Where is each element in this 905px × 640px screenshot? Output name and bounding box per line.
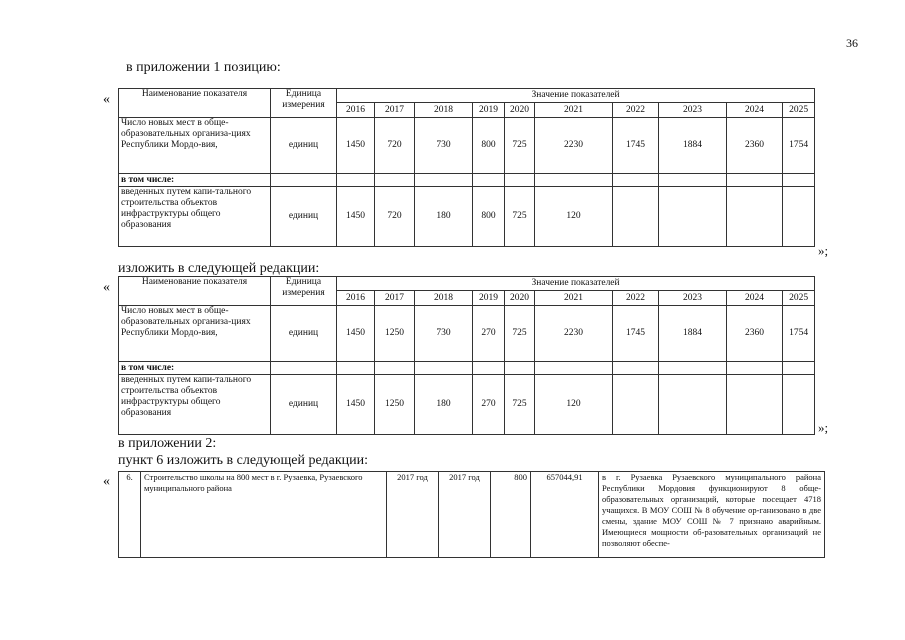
value-cell: 1754	[783, 118, 815, 174]
close-quote-2: »;	[818, 420, 829, 435]
project-table	[118, 471, 825, 558]
year-cell: 2020	[505, 291, 535, 306]
value-cell: 270	[473, 306, 505, 362]
project-start-year: 2017 год	[387, 472, 439, 558]
project-number: 6.	[119, 472, 141, 558]
year-cell: 2016	[337, 103, 375, 118]
value-cell: 1250	[375, 375, 415, 435]
value-cell: 180	[415, 375, 473, 435]
row-name: Число новых мест в обще-образовательных организа-циях Республики Мордо-вия,	[119, 306, 271, 362]
value-cell: 720	[375, 187, 415, 247]
header-unit: Единица измерения	[271, 277, 337, 306]
table-row	[119, 118, 815, 174]
year-cell: 2021	[535, 103, 613, 118]
intro-line-2: изложить в следующей редакции:	[118, 261, 320, 276]
intro-line-3: в приложении 2:	[118, 436, 217, 451]
row-unit: единиц	[271, 375, 337, 435]
header-unit: Единица измерения	[271, 89, 337, 118]
value-cell: 180	[415, 187, 473, 247]
year-cell: 2016	[337, 291, 375, 306]
table-row	[119, 362, 815, 375]
project-capacity: 800	[491, 472, 531, 558]
value-cell	[659, 187, 727, 247]
row-unit: единиц	[271, 118, 337, 174]
intro-line-1: в приложении 1 позицию:	[126, 60, 281, 75]
value-cell: 270	[473, 375, 505, 435]
open-quote-1: «	[103, 92, 110, 107]
row-unit: единиц	[271, 306, 337, 362]
project-justification: в г. Рузаевка Рузаевского муниципального района Республики Мордовия функционируют 8 обще-образовательных организаций, которые посещает 4718 учащихся. В МОУ СОШ № 8 обучение ор-ганизовано в две смены, здание МОУ СОШ № 7 признано аварийным. Имеющиеся мощности об-разовательных организаций не позволяют обеспе-	[599, 472, 825, 558]
value-cell: 2230	[535, 306, 613, 362]
value-cell: 725	[505, 375, 535, 435]
table-row	[119, 472, 825, 558]
value-cell: 1450	[337, 306, 375, 362]
table-row	[119, 375, 815, 435]
project-name: Строительство школы на 800 мест в г. Рузаевка, Рузаевского муниципального района	[141, 472, 387, 558]
row-unit: единиц	[271, 187, 337, 247]
row-subheading: в том числе:	[119, 362, 271, 375]
value-cell: 1884	[659, 306, 727, 362]
value-cell	[783, 375, 815, 435]
year-cell: 2020	[505, 103, 535, 118]
open-quote-3: «	[103, 474, 110, 489]
value-cell: 2360	[727, 306, 783, 362]
value-cell: 2230	[535, 118, 613, 174]
year-cell: 2018	[415, 291, 473, 306]
year-cell: 2022	[613, 291, 659, 306]
value-cell	[783, 187, 815, 247]
year-cell: 2024	[727, 103, 783, 118]
intro-line-4: пункт 6 изложить в следующей редакции:	[118, 453, 368, 468]
value-cell: 2360	[727, 118, 783, 174]
year-cell: 2022	[613, 103, 659, 118]
value-cell: 1884	[659, 118, 727, 174]
year-cell: 2019	[473, 291, 505, 306]
value-cell	[727, 187, 783, 247]
value-cell: 730	[415, 118, 473, 174]
value-cell: 720	[375, 118, 415, 174]
value-cell: 1450	[337, 187, 375, 247]
value-cell: 725	[505, 306, 535, 362]
value-cell: 1745	[613, 306, 659, 362]
value-cell: 1745	[613, 118, 659, 174]
row-name: введенных путем капи-тального строительства объектов инфраструктуры общего образования	[119, 375, 271, 435]
year-cell: 2025	[783, 291, 815, 306]
close-quote-1: »;	[818, 243, 829, 258]
row-name: Число новых мест в обще-образовательных организа-циях Республики Мордо-вия,	[119, 118, 271, 174]
table-row	[119, 306, 815, 362]
value-cell: 1250	[375, 306, 415, 362]
table-row	[119, 187, 815, 247]
value-cell: 120	[535, 187, 613, 247]
indicators-table-new	[118, 276, 815, 435]
value-cell: 800	[473, 118, 505, 174]
year-cell: 2023	[659, 291, 727, 306]
value-cell: 725	[505, 187, 535, 247]
project-cost: 657044,91	[531, 472, 599, 558]
value-cell: 1450	[337, 375, 375, 435]
indicators-table-old	[118, 88, 815, 247]
open-quote-2: «	[103, 280, 110, 295]
year-cell: 2024	[727, 291, 783, 306]
header-values: Значение показателей	[337, 89, 815, 103]
value-cell: 1450	[337, 118, 375, 174]
value-cell: 1754	[783, 306, 815, 362]
year-cell: 2023	[659, 103, 727, 118]
value-cell: 725	[505, 118, 535, 174]
header-name: Наименование показателя	[119, 277, 271, 306]
year-cell: 2021	[535, 291, 613, 306]
year-cell: 2018	[415, 103, 473, 118]
value-cell	[613, 187, 659, 247]
value-cell: 800	[473, 187, 505, 247]
project-end-year: 2017 год	[439, 472, 491, 558]
year-cell: 2017	[375, 103, 415, 118]
year-cell: 2017	[375, 291, 415, 306]
header-name: Наименование показателя	[119, 89, 271, 118]
value-cell	[659, 375, 727, 435]
page-number: 36	[846, 36, 858, 50]
year-cell: 2019	[473, 103, 505, 118]
year-cell: 2025	[783, 103, 815, 118]
row-subheading: в том числе:	[119, 174, 271, 187]
value-cell: 120	[535, 375, 613, 435]
value-cell: 730	[415, 306, 473, 362]
value-cell	[727, 375, 783, 435]
header-values: Значение показателей	[337, 277, 815, 291]
table-row	[119, 174, 815, 187]
value-cell	[613, 375, 659, 435]
row-name: введенных путем капи-тального строительства объектов инфраструктуры общего образования	[119, 187, 271, 247]
